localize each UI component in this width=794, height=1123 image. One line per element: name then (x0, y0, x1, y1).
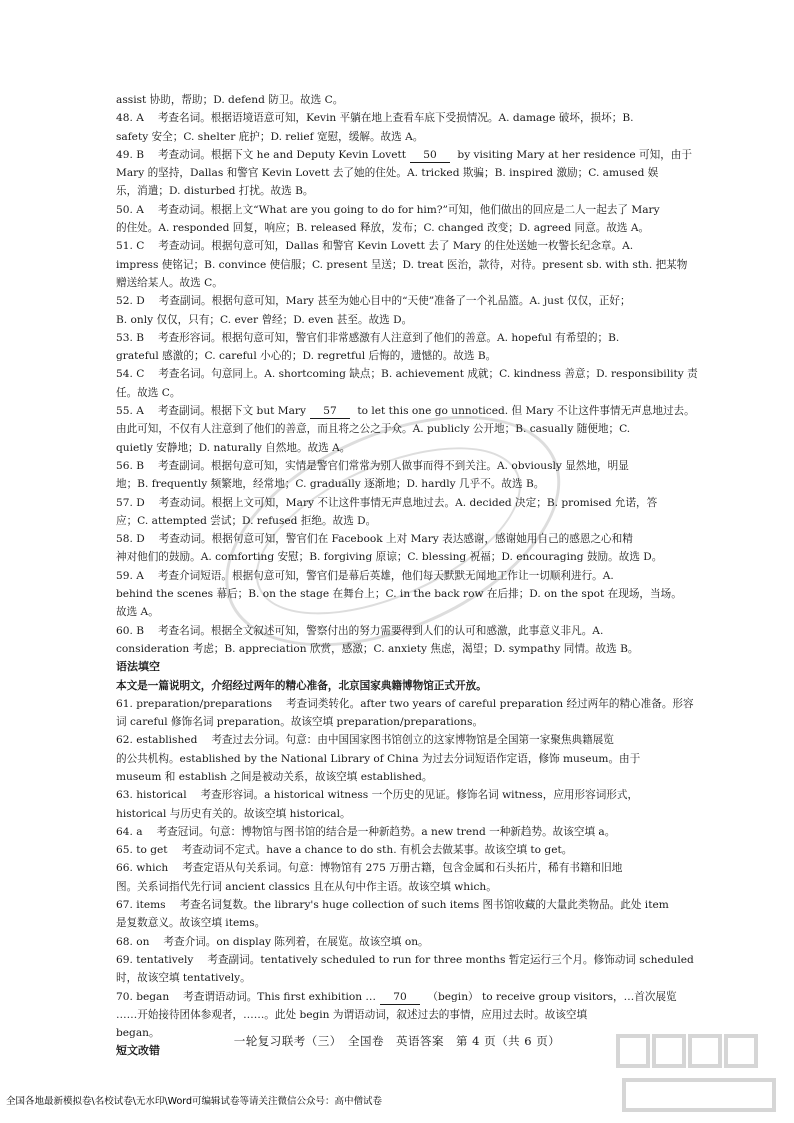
cloze-answer-line-rest: by visiting Mary at her residence 可知，由于 (454, 148, 692, 161)
cloze-answer-line: 50. A 考查动词。根据上文“What are you going to do for him?”可知，他们做出的回应是二人一起去了 Mary (116, 203, 660, 216)
cloze-answer-line: B. only 仅仅，只有；C. ever 曾经；D. even 甚至。故选 D。 (116, 313, 413, 326)
page-footer: 一轮复习联考（三） 全国卷 英语答案 第 4 页（共 6 页） (233, 1034, 561, 1048)
cloze-answer-line: 神对他们的鼓励。A. comforting 安慰；B. forgiving 原谅；C. blessing 祝福；D. encouraging 鼓励。故选 D。 (116, 551, 663, 564)
cloze-answer-item (116, 329, 700, 366)
cloze-answer-line: 故选 A。 (116, 606, 159, 619)
cloze-answer-line: 地；B. frequently 频繁地，经常地；C. gradually 逐渐地；D. hardly 几乎不。故选 B。 (116, 478, 545, 491)
cloze-answer-line: 53. B 考查形容词。根据句意可知，警官们非常感激有人注意到了他们的善意。A. hopeful 有希望的；B. (116, 331, 620, 344)
cloze-answer-item (116, 146, 700, 201)
grammar-answer-item (116, 731, 700, 786)
cloze-answer-item (116, 91, 700, 109)
grammar-answer-item (116, 859, 700, 896)
grammar-answer-line: 67. items 考查名词复数。the library's huge collection of such items 图书馆收藏的大量此类物品。此处 item (116, 899, 669, 912)
grammar-answer-line: 68. on 考查介词。on display 陈列着，在展览。故该空填 on。 (116, 935, 429, 948)
grammar-answer-line: 63. historical 考查形容词。a historical witness 一个历史的见证。修饰名词 witness，应用形容词形式， (116, 789, 639, 802)
grammar-answer-line: 62. established 考查过去分词。句意：由中国国家图书馆创立的这家博物馆是全国第一家聚焦典籍展览 (116, 734, 614, 747)
cloze-answer-line: 59. A 考查介词短语。根据句意可知，警官们是幕后英雄，他们每天默默无闻地工作让一切顺利进行。A. (116, 569, 614, 582)
cloze-answer-item (116, 567, 700, 622)
cloze-answer-line: 52. D 考查副词。根据句意可知，Mary 甚至为她心目中的“天使”准备了一个礼品篮。A. just 仅仅，正好； (116, 295, 631, 308)
grammar-answer-line: 70. began 考查谓语动词。This first exhibition … 70 （begin） to receive group visitors，…首次展览 (116, 990, 677, 1003)
blank-number: 70 (380, 991, 420, 1005)
cloze-answer-line: 58. D 考查动词。根据句意可知，警官们在 Facebook 上对 Mary 表达感谢，感谢她用自己的感恩之心和精 (116, 533, 633, 546)
cloze-answer-line: assist 协助，帮助；D. defend 防卫。故选 C。 (116, 94, 344, 106)
cloze-answer-item (116, 201, 700, 238)
blank-number: 50 (410, 149, 450, 163)
cloze-answer-item (116, 494, 700, 531)
cloze-answer-line: consideration 考虑；B. appreciation 欣赏，感激；C. anxiety 焦虑，渴望；D. sympathy 同情。故选 B。 (116, 642, 639, 655)
cloze-answer-line: quietly 安静地；D. naturally 自然地。故选 A。 (116, 441, 351, 454)
grammar-answer-item (116, 841, 700, 859)
blank-number: 57 (310, 405, 350, 419)
answer-content (116, 91, 700, 1061)
cloze-answer-line: 的住处。A. responded 回复，响应；B. released 释放，发布；C. changed 改变；D. agreed 同意。故选 A。 (116, 222, 650, 235)
grammar-answer-line: 64. a 考查冠词。句意：博物馆与图书馆的结合是一种新趋势。a new trend 一种新趋势。故该空填 a。 (116, 825, 616, 838)
grammar-heading: 语法填空 (116, 660, 160, 674)
cloze-answer-line: impress 使铭记；B. convince 使信服；C. present 呈送；D. treat 医治，款待，对待。present sb. with sth. 把某物 (116, 258, 688, 271)
grammar-answer-item (116, 951, 700, 988)
grammar-answer-line: began。 (116, 1027, 160, 1040)
grammar-answer-line: museum 和 establish 之间是被动关系，故该空填 established。 (116, 770, 433, 783)
cloze-answer-line: 由此可知，不仅有人注意到了他们的善意，而且将之公之于众。A. publicly 公开地；B. casually 随便地；C. (116, 423, 631, 436)
grammar-answer-line: 图。关系词指代先行词 ancient classics 且在从句中作主语。故该空填 which。 (116, 880, 497, 893)
grammar-answer-line: historical 与历史有关的。故该空填 historical。 (116, 807, 351, 820)
cloze-answer-line: 49. B 考查动词。根据下文 he and Deputy Kevin Lovett 50 by visiting Mary at her residence 可知，由于 (116, 148, 692, 161)
cloze-answer-item (116, 402, 700, 457)
cloze-answer-item (116, 457, 700, 494)
grammar-answer-line: ……开始接待团体参观者，……。此处 begin 为谓语动词，叙述过去的事情，应用过去时。故该空填 (116, 1008, 588, 1021)
cloze-answer-line: 应；C. attempted 尝试；D. refused 拒绝。故选 D。 (116, 514, 377, 527)
cloze-answer-line: 57. D 考查动词。根据上文可知，Mary 不让这件事情无声息地过去。A. decided 决定；B. promised 允诺，答 (116, 496, 658, 509)
grammar-answer-line: 66. which 考查定语从句关系词。句意：博物馆有 275 万册古籍，包含金属和石头拓片，稀有书籍和旧地 (116, 862, 623, 875)
cloze-answer-line: safety 安全；C. shelter 庇护；D. relief 宽慰，缓解。故选 A。 (116, 130, 424, 143)
cloze-answer-item (116, 365, 700, 402)
cloze-answer-line: 55. A 考查副词。根据下文 but Mary 57 to let this one go unnoticed. 但 Mary 不让这件事情无声息地过去。 (116, 405, 695, 418)
grammar-intro: 本文是一篇说明文，介绍经过两年的精心准备，北京国家典籍博物馆正式开放。 (116, 679, 487, 692)
cloze-answer-line: 赠送给某人。故选 C。 (116, 276, 223, 289)
cloze-answer-line: 56. B 考查副词。根据句意可知，实情是警官们常常为别人做事而得不到关注。A. obviously 显然地，明显 (116, 459, 629, 472)
cloze-answer-line: 51. C 考查动词。根据句意可知，Dallas 和警官 Kevin Lovett 去了 Mary 的住处送她一枚警长纪念章。A. (116, 240, 634, 253)
grammar-answer-line-rest: （begin） to receive group visitors，…首次展览 (424, 990, 677, 1003)
grammar-answer-item (116, 933, 700, 951)
grammar-answer-line: 时，故该空填 tentatively。 (116, 972, 251, 985)
grammar-answer-item (116, 695, 700, 732)
cloze-answer-item (116, 622, 700, 659)
cloze-answer-list (116, 91, 700, 658)
cloze-answer-line: Mary 的坚持，Dallas 和警官 Kevin Lovett 去了她的住处。A. tricked 欺骗；B. inspired 激励；C. amused 娱 (116, 167, 659, 180)
cloze-answer-line: grateful 感激的；C. careful 小心的；D. regretful 后悔的，遗憾的。故选 B。 (116, 350, 497, 363)
grammar-answer-item (116, 823, 700, 841)
cloze-answer-line: 任。故选 C。 (116, 386, 181, 399)
cloze-answer-line: 54. C 考查名词。句意同上。A. shortcoming 缺点；B. achievement 成就；C. kindness 善意；D. responsibility 责 (116, 368, 698, 381)
wechat-note: 全国各地最新模拟卷\名校试卷\无水印\Word可编辑试卷等请关注微信公众号：高中僧试卷 (6, 1096, 383, 1107)
grammar-answer-line: 61. preparation/preparations 考查词类转化。after two years of careful preparation 经过两年的精心准备。形容 (116, 697, 694, 710)
cloze-answer-line: behind the scenes 幕后；B. on the stage 在舞台上；C. in the back row 在后排；D. on the spot 在现场，当场。 (116, 588, 682, 601)
cloze-answer-line: 乐，消遣；D. disturbed 打扰。故选 B。 (116, 185, 314, 198)
grammar-answer-line: 69. tentatively 考查副词。tentatively scheduled to run for three months 暂定运行三个月。修饰动词 scheduled (116, 953, 694, 966)
cloze-answer-line: 48. A 考查名词。根据语境语意可知，Kevin 平躺在地上查看车底下受损情况。A. damage 破坏，损坏；B. (116, 112, 634, 125)
cloze-answer-item (116, 292, 700, 329)
error-correction-heading: 短文改错 (116, 1044, 160, 1058)
cloze-answer-line-rest: to let this one go unnoticed. 但 Mary 不让这件事情无声息地过去。 (353, 405, 695, 418)
grammar-answer-item (116, 896, 700, 933)
cloze-answer-item (116, 237, 700, 292)
cloze-answer-item (116, 530, 700, 567)
site-logo-watermark (614, 1030, 789, 1118)
grammar-answer-line: 是复数意义。故该空填 items。 (116, 917, 266, 930)
cloze-answer-line: 60. B 考查名词。根据全文叙述可知，警察付出的努力需要得到人们的认可和感激，此事意义非凡。A. (116, 624, 604, 637)
grammar-answer-list (116, 695, 700, 1043)
grammar-answer-line: 65. to get 考查动词不定式。have a chance to do sth. 有机会去做某事。故该空填 to get。 (116, 844, 573, 857)
cloze-answer-item (116, 109, 700, 146)
grammar-answer-line: 的公共机构。established by the National Library of China 为过去分词短语作定语，修饰 museum。由于 (116, 752, 641, 765)
grammar-answer-item (116, 786, 700, 823)
grammar-answer-line: 词 careful 修饰名词 preparation。故该空填 preparation/preparations。 (116, 716, 484, 729)
